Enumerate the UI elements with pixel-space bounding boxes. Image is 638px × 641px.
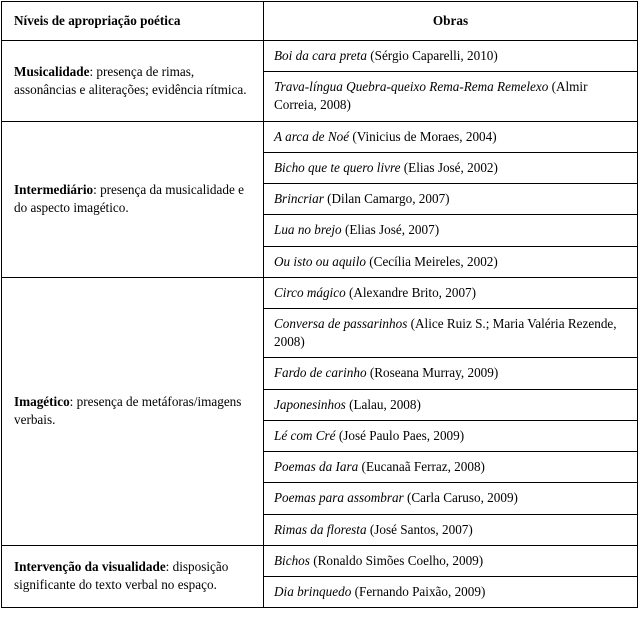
work-cell xyxy=(264,576,638,607)
work-cell xyxy=(264,152,638,183)
table-header xyxy=(2,2,638,41)
work-cell xyxy=(264,545,638,576)
column-header-works: Obras xyxy=(264,2,638,41)
work-cell xyxy=(264,121,638,152)
header-row xyxy=(2,2,638,41)
work-cell xyxy=(264,72,638,121)
level-cell xyxy=(2,41,264,122)
work-credit: (Eucanaã Ferraz, 2008) xyxy=(358,459,485,475)
work-cell xyxy=(264,41,638,72)
work-title: Poemas da Iara xyxy=(274,459,359,475)
level-term: Intermediário xyxy=(14,181,94,197)
work-credit: (Ronaldo Simões Coelho, 2009) xyxy=(309,552,484,568)
work-title: Bichos xyxy=(274,552,310,568)
work-cell xyxy=(264,184,638,215)
work-cell xyxy=(264,483,638,514)
work-credit: (Elias José, 2002) xyxy=(400,159,498,175)
level-description: : presença de rimas, assonâncias e aliterações; evidência rítmica. xyxy=(14,63,247,97)
work-title: Dia brinquedo xyxy=(274,583,352,599)
level-description: : disposição significante do texto verbal no espaço. xyxy=(14,559,229,593)
level-cell xyxy=(2,121,264,277)
work-cell xyxy=(264,452,638,483)
work-title: A arca de Noé xyxy=(274,128,350,144)
work-title: Poemas para assombrar xyxy=(274,490,404,506)
level-description: : presença de metáforas/imagens verbais. xyxy=(14,394,242,428)
work-cell xyxy=(264,308,638,357)
work-credit: (Almir Correia, 2008) xyxy=(274,79,588,113)
work-title: Fardo de carinho xyxy=(274,365,367,381)
level-term: Imagético xyxy=(14,394,70,410)
work-title: Bicho que te quero livre xyxy=(274,159,401,175)
work-cell xyxy=(264,389,638,420)
work-title: Rimas da floresta xyxy=(274,521,367,537)
work-title: Lua no brejo xyxy=(274,222,342,238)
work-title: Brincriar xyxy=(274,191,324,207)
work-cell xyxy=(264,358,638,389)
work-credit: (Alice Ruiz S.; Maria Valéria Rezende, 2008) xyxy=(274,315,617,350)
work-title: Lé com Cré xyxy=(274,427,336,443)
work-title: Boi da cara preta xyxy=(274,48,367,63)
work-title: Conversa de passarinhos xyxy=(274,315,408,331)
table-row xyxy=(2,277,638,308)
work-credit: (Dilan Camargo, 2007) xyxy=(323,191,450,207)
level-cell xyxy=(2,277,264,545)
work-credit: (Alexandre Brito, 2007) xyxy=(345,284,477,300)
table-body xyxy=(2,41,638,608)
work-title: Japonesinhos xyxy=(274,396,346,412)
work-credit: (José Paulo Paes, 2009) xyxy=(335,427,465,443)
work-credit: (Elias José, 2007) xyxy=(341,222,440,238)
work-credit: (Cecília Meireles, 2002) xyxy=(365,253,498,269)
work-credit: (Vinicius de Moraes, 2004) xyxy=(349,128,497,144)
work-credit: (Roseana Murray, 2009) xyxy=(366,365,499,381)
work-title: Circo mágico xyxy=(274,284,346,300)
work-cell xyxy=(264,246,638,277)
work-credit: (Lalau, 2008) xyxy=(345,396,421,412)
column-header-levels: Níveis de apropriação poética xyxy=(2,2,264,41)
table-row xyxy=(2,121,638,152)
work-credit: (José Santos, 2007) xyxy=(366,521,473,537)
level-cell xyxy=(2,545,264,607)
work-title: Ou isto ou aquilo xyxy=(274,253,366,269)
work-credit: (Sérgio Caparelli, 2010) xyxy=(366,48,498,63)
work-cell xyxy=(264,277,638,308)
work-credit: (Fernando Paixão, 2009) xyxy=(351,583,486,599)
level-term: Intervenção da visualidade xyxy=(14,559,166,575)
work-credit: (Carla Caruso, 2009) xyxy=(403,490,518,506)
work-cell xyxy=(264,420,638,451)
level-description: : presença da musicalidade e do aspecto imagético. xyxy=(14,181,244,216)
table-row xyxy=(2,545,638,576)
table-row xyxy=(2,41,638,72)
work-cell xyxy=(264,514,638,545)
work-title: Trava-língua Quebra-queixo Rema-Rema Remelexo xyxy=(274,79,549,95)
level-term: Musicalidade xyxy=(14,63,90,79)
work-cell xyxy=(264,215,638,246)
poetic-appropriation-table xyxy=(1,1,638,608)
